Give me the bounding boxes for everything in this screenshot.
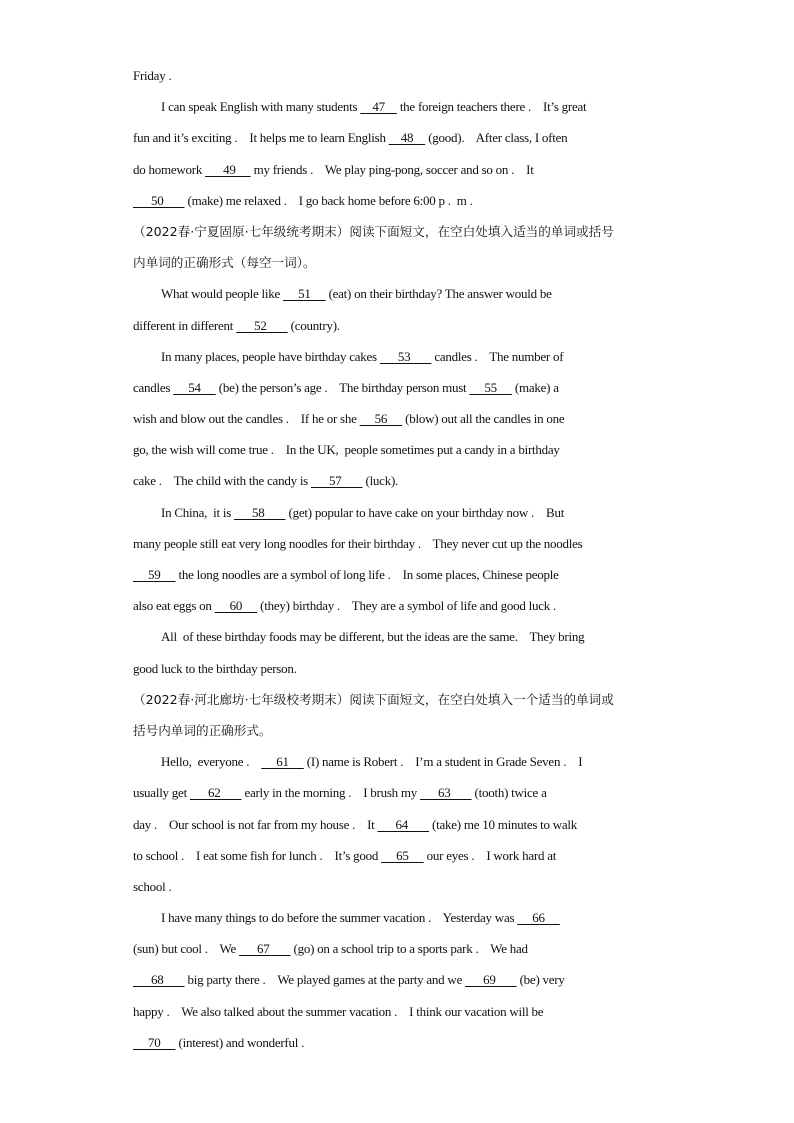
- passage-line: [133, 95, 663, 126]
- answer-blank: 65: [381, 847, 424, 863]
- text-run: early in the morning . I brush my: [241, 785, 421, 801]
- text-run: (they) birthday . They are a symbol of life and good luck .: [257, 598, 556, 614]
- answer-blank: 51: [283, 286, 326, 302]
- answer-blank: 56: [359, 411, 403, 427]
- text-run: cake . The child with the candy is: [133, 473, 311, 489]
- passage-line: [133, 189, 663, 220]
- passage-line: [133, 469, 663, 500]
- answer-blank: 47: [360, 99, 397, 115]
- passage-line: [133, 282, 663, 313]
- text-run: In China, it is: [161, 504, 235, 520]
- text-run: In many places, people have birthday cakes: [161, 348, 380, 364]
- text-run: All of these birthday foods may be different, but the ideas are the same. They bring: [161, 629, 585, 645]
- text-run: Friday .: [133, 68, 172, 83]
- answer-blank: 60: [214, 598, 258, 614]
- answer-blank: 66: [517, 910, 560, 926]
- text-run: （2022春·宁夏固原·七年级统考期末）阅读下面短文，在空白处填入适当的单词或括号: [133, 223, 614, 239]
- passage-line: [133, 937, 663, 968]
- answer-blank: 70: [133, 1034, 176, 1050]
- passage-line: [133, 781, 663, 812]
- passage-line: [133, 314, 663, 345]
- passage-line: [133, 813, 663, 844]
- text-run: (country).: [287, 317, 340, 333]
- text-run: day . Our school is not far from my house . It: [133, 816, 378, 832]
- answer-blank: 62: [189, 785, 242, 801]
- passage-line: [133, 563, 663, 594]
- section-instruction-line: [133, 719, 663, 750]
- passage-line: [133, 345, 663, 376]
- text-run: our eyes . I work hard at: [423, 847, 557, 863]
- answer-blank: 48: [388, 130, 426, 146]
- passage-line: [133, 906, 663, 937]
- passage-line: [133, 750, 663, 781]
- passage-line: [133, 657, 663, 688]
- section-instruction-line: [133, 220, 663, 251]
- text-run: (get) popular to have cake on your birthday now . But: [285, 504, 565, 520]
- text-run: my friends . We play ping-pong, soccer and so on . It: [250, 161, 534, 177]
- text-run: to school . I eat some fish for lunch . It’s good: [133, 847, 382, 863]
- answer-blank: 61: [261, 754, 304, 770]
- text-run: the foreign teachers there . It’s great: [396, 99, 587, 115]
- passage-line: [133, 968, 663, 999]
- text-run: 括号内单词的正确形式。: [133, 722, 272, 738]
- document-body: [133, 64, 663, 1062]
- text-run: candles: [133, 379, 174, 395]
- answer-blank: 52: [236, 317, 288, 333]
- text-run: different in different: [133, 317, 237, 333]
- text-run: 内单词的正确形式（每空一词）。: [133, 255, 316, 271]
- answer-blank: 54: [173, 379, 216, 395]
- text-run: many people still eat very long noodles for their birthday . They never cut up the noodles: [133, 535, 583, 551]
- answer-blank: 63: [420, 785, 472, 801]
- answer-blank: 69: [465, 972, 517, 988]
- answer-blank: 55: [469, 379, 512, 395]
- text-run: (go) on a school trip to a sports park . We had: [290, 941, 528, 957]
- text-run: (be) the person’s age . The birthday person must: [215, 379, 470, 395]
- passage-line: [133, 875, 663, 906]
- text-run: (tooth) twice a: [471, 785, 547, 801]
- answer-blank: 58: [234, 504, 286, 520]
- section-instruction-line: [133, 251, 663, 282]
- text-run: (interest) and wonderful .: [175, 1034, 305, 1050]
- text-run: (I) name is Robert . I’m a student in Grade Seven . I: [303, 754, 583, 770]
- answer-blank: 68: [133, 972, 185, 988]
- passage-line: [133, 158, 663, 189]
- text-run: I can speak English with many students: [161, 99, 361, 115]
- passage-line: [133, 64, 663, 95]
- text-run: big party there . We played games at the party and we: [184, 972, 466, 988]
- text-run: Hello, everyone .: [161, 754, 262, 770]
- passage-line: [133, 594, 663, 625]
- passage-line: [133, 501, 663, 532]
- passage-line: [133, 376, 663, 407]
- answer-blank: 50: [133, 192, 185, 208]
- passage-line: [133, 532, 663, 563]
- answer-blank: 64: [377, 816, 430, 832]
- text-run: (be) very: [516, 972, 565, 988]
- text-run: What would people like: [161, 286, 284, 302]
- text-run: wish and blow out the candles . If he or she: [133, 411, 360, 427]
- text-run: good luck to the birthday person.: [133, 660, 297, 676]
- text-run: usually get: [133, 785, 190, 801]
- text-run: (good). After class, I often: [425, 130, 568, 146]
- text-run: (sun) but cool . We: [133, 941, 239, 957]
- answer-blank: 67: [238, 941, 291, 957]
- passage-line: [133, 1031, 663, 1062]
- answer-blank: 49: [205, 161, 251, 177]
- text-run: (make) me relaxed . I go back home before 6:00 p . m .: [184, 192, 473, 208]
- text-run: also eat eggs on: [133, 598, 215, 614]
- passage-line: [133, 625, 663, 656]
- answer-blank: 57: [310, 473, 363, 489]
- passage-line: [133, 126, 663, 157]
- passage-line: [133, 844, 663, 875]
- passage-line: [133, 407, 663, 438]
- passage-line: [133, 1000, 663, 1031]
- text-run: school .: [133, 878, 172, 894]
- text-run: (take) me 10 minutes to walk: [429, 816, 578, 832]
- text-run: I have many things to do before the summer vacation . Yesterday was: [161, 910, 518, 926]
- text-run: (blow) out all the candles in one: [402, 411, 565, 427]
- text-run: go, the wish will come true . In the UK, people sometimes put a candy in a birthday: [133, 442, 560, 458]
- answer-blank: 53: [379, 348, 432, 364]
- text-run: candles . The number of: [431, 348, 564, 364]
- text-run: （2022春·河北廊坊·七年级校考期末）阅读下面短文，在空白处填入一个适当的单词或: [133, 691, 614, 707]
- text-run: the long noodles are a symbol of long life . In some places, Chinese people: [175, 567, 559, 582]
- text-run: happy . We also talked about the summer vacation . I think our vacation will be: [133, 1003, 544, 1019]
- text-run: (eat) on their birthday? The answer would be: [325, 286, 552, 302]
- passage-line: [133, 438, 663, 469]
- text-run: (make) a: [511, 379, 559, 395]
- section-instruction-line: [133, 688, 663, 719]
- answer-blank: 59: [133, 567, 176, 582]
- text-run: (luck).: [362, 473, 399, 489]
- text-run: do homework: [133, 161, 206, 177]
- text-run: fun and it’s exciting . It helps me to learn English: [133, 130, 389, 146]
